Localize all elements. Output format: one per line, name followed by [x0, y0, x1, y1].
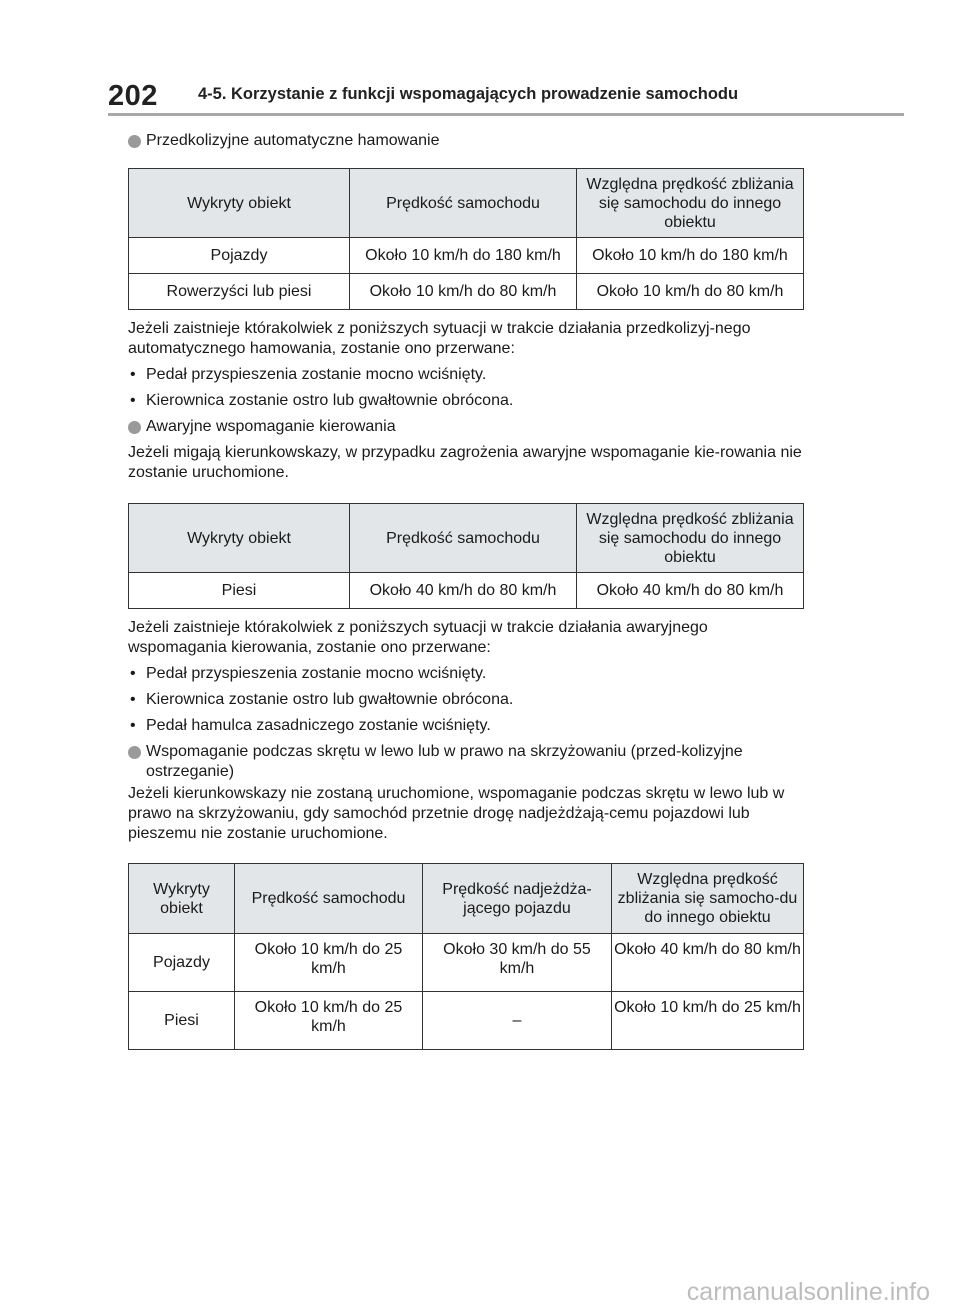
paragraph: Jeżeli zaistnieje którakolwiek z poniższych sytuacji w trakcie działania przedkolizyj-nego automatycznego hamowania, zostanie ono przerwane:: [128, 320, 751, 357]
table-cell: Około 10 km/h do 25 km/h: [235, 992, 423, 1050]
section-heading-turn-assist: [128, 742, 804, 782]
table-header-cell: Względna prędkość zbliżania się samochodu do innego obiektu: [577, 169, 804, 238]
bullet-dot-icon: [128, 746, 141, 759]
header-divider: [108, 113, 904, 116]
turn-assist-speed-table: [128, 863, 804, 1050]
table-row: [129, 934, 804, 992]
page-header: [108, 78, 904, 118]
table-row: [129, 238, 804, 274]
section-heading-emergency-steering: [128, 417, 804, 437]
table-cell: Około 10 km/h do 80 km/h: [577, 274, 804, 310]
paragraph: Jeżeli migają kierunkowskazy, w przypadku zagrożenia awaryjne wspomaganie kie-rowania nie zostanie uruchomione.: [128, 444, 802, 481]
section-heading-text: Awaryjne wspomaganie kierowania: [146, 418, 396, 435]
table-header-cell: Względna prędkość zbliżania się samochodu do innego obiektu: [577, 504, 804, 573]
list-item: [128, 664, 804, 684]
page-content: [128, 125, 804, 1050]
list-item: [128, 690, 804, 710]
table-row: [129, 573, 804, 609]
bullet-marker: •: [130, 366, 136, 383]
table-cell: Około 10 km/h do 25 km/h: [612, 992, 804, 1050]
table-header-cell: Wykryty obiekt: [129, 504, 350, 573]
paragraph: Jeżeli kierunkowskazy nie zostaną uruchomione, wspomaganie podczas skrętu w lewo lub w prawo na skrzyżowaniu, gdy samochód przetnie drogę nadjeżdżają-cemu pojazdowi lub pieszemu nie zostanie uruchomione.: [128, 785, 785, 842]
table-header-cell: Prędkość nadjeżdża-jącego pojazdu: [423, 864, 612, 934]
chapter-title: 4-5. Korzystanie z funkcji wspomagających prowadzenie samochodu: [198, 85, 739, 103]
table-cell: Około 10 km/h do 180 km/h: [577, 238, 804, 274]
table-cell: Piesi: [129, 992, 235, 1050]
table-cell: Około 10 km/h do 25 km/h: [235, 934, 423, 992]
section-heading-automatic-braking: [128, 131, 804, 151]
list-item: [128, 716, 804, 736]
braking-speed-table: [128, 168, 804, 310]
list-item-text: Kierownica zostanie ostro lub gwałtownie obrócona.: [146, 691, 514, 708]
table-cell: Około 10 km/h do 80 km/h: [350, 274, 577, 310]
list-item-text: Pedał przyspieszenia zostanie mocno wciśnięty.: [146, 665, 487, 682]
table-cell: Około 30 km/h do 55 km/h: [423, 934, 612, 992]
page-number: 202: [108, 80, 158, 112]
table-header-cell: Względna prędkość zbliżania się samocho-du do innego obiektu: [612, 864, 804, 934]
bullet-marker: •: [130, 392, 136, 409]
bullet-dot-icon: [128, 135, 141, 148]
table-row: [129, 274, 804, 310]
list-item-text: Kierownica zostanie ostro lub gwałtownie obrócona.: [146, 392, 514, 409]
table-cell: Około 40 km/h do 80 km/h: [350, 573, 577, 609]
list-item-text: Pedał przyspieszenia zostanie mocno wciśnięty.: [146, 366, 487, 383]
section-heading-text: Przedkolizyjne automatyczne hamowanie: [146, 132, 440, 149]
table-cell: Około 10 km/h do 180 km/h: [350, 238, 577, 274]
watermark: carmanualsonline.info: [686, 1278, 930, 1306]
list-item: [128, 365, 804, 385]
table-cell: Około 40 km/h do 80 km/h: [577, 573, 804, 609]
table-header-cell: Prędkość samochodu: [350, 504, 577, 573]
table-cell: Rowerzyści lub piesi: [129, 274, 350, 310]
table-header-row: [129, 864, 804, 934]
table-cell: Pojazdy: [129, 934, 235, 992]
table-header-cell: Prędkość samochodu: [235, 864, 423, 934]
section-heading-text: Wspomaganie podczas skrętu w lewo lub w prawo na skrzyżowaniu (przed-kolizyjne ostrzeganie): [146, 743, 743, 780]
paragraph: Jeżeli zaistnieje którakolwiek z poniższych sytuacji w trakcie działania awaryjnego wspomagania kierowania, zostanie ono przerwane:: [128, 619, 708, 656]
bullet-marker: •: [130, 717, 136, 734]
table-header-row: [129, 504, 804, 573]
table-header-cell: Wykryty obiekt: [129, 169, 350, 238]
table-row: [129, 992, 804, 1050]
table-header-cell: Wykryty obiekt: [129, 864, 235, 934]
table-cell: –: [423, 992, 612, 1050]
bullet-marker: •: [130, 691, 136, 708]
table-cell: Piesi: [129, 573, 350, 609]
table-cell: Około 40 km/h do 80 km/h: [612, 934, 804, 992]
list-item: [128, 391, 804, 411]
list-item-text: Pedał hamulca zasadniczego zostanie wciśnięty.: [146, 717, 491, 734]
table-header-cell: Prędkość samochodu: [350, 169, 577, 238]
bullet-marker: •: [130, 665, 136, 682]
bullet-dot-icon: [128, 421, 141, 434]
table-header-row: [129, 169, 804, 238]
table-cell: Pojazdy: [129, 238, 350, 274]
steering-speed-table: [128, 503, 804, 609]
